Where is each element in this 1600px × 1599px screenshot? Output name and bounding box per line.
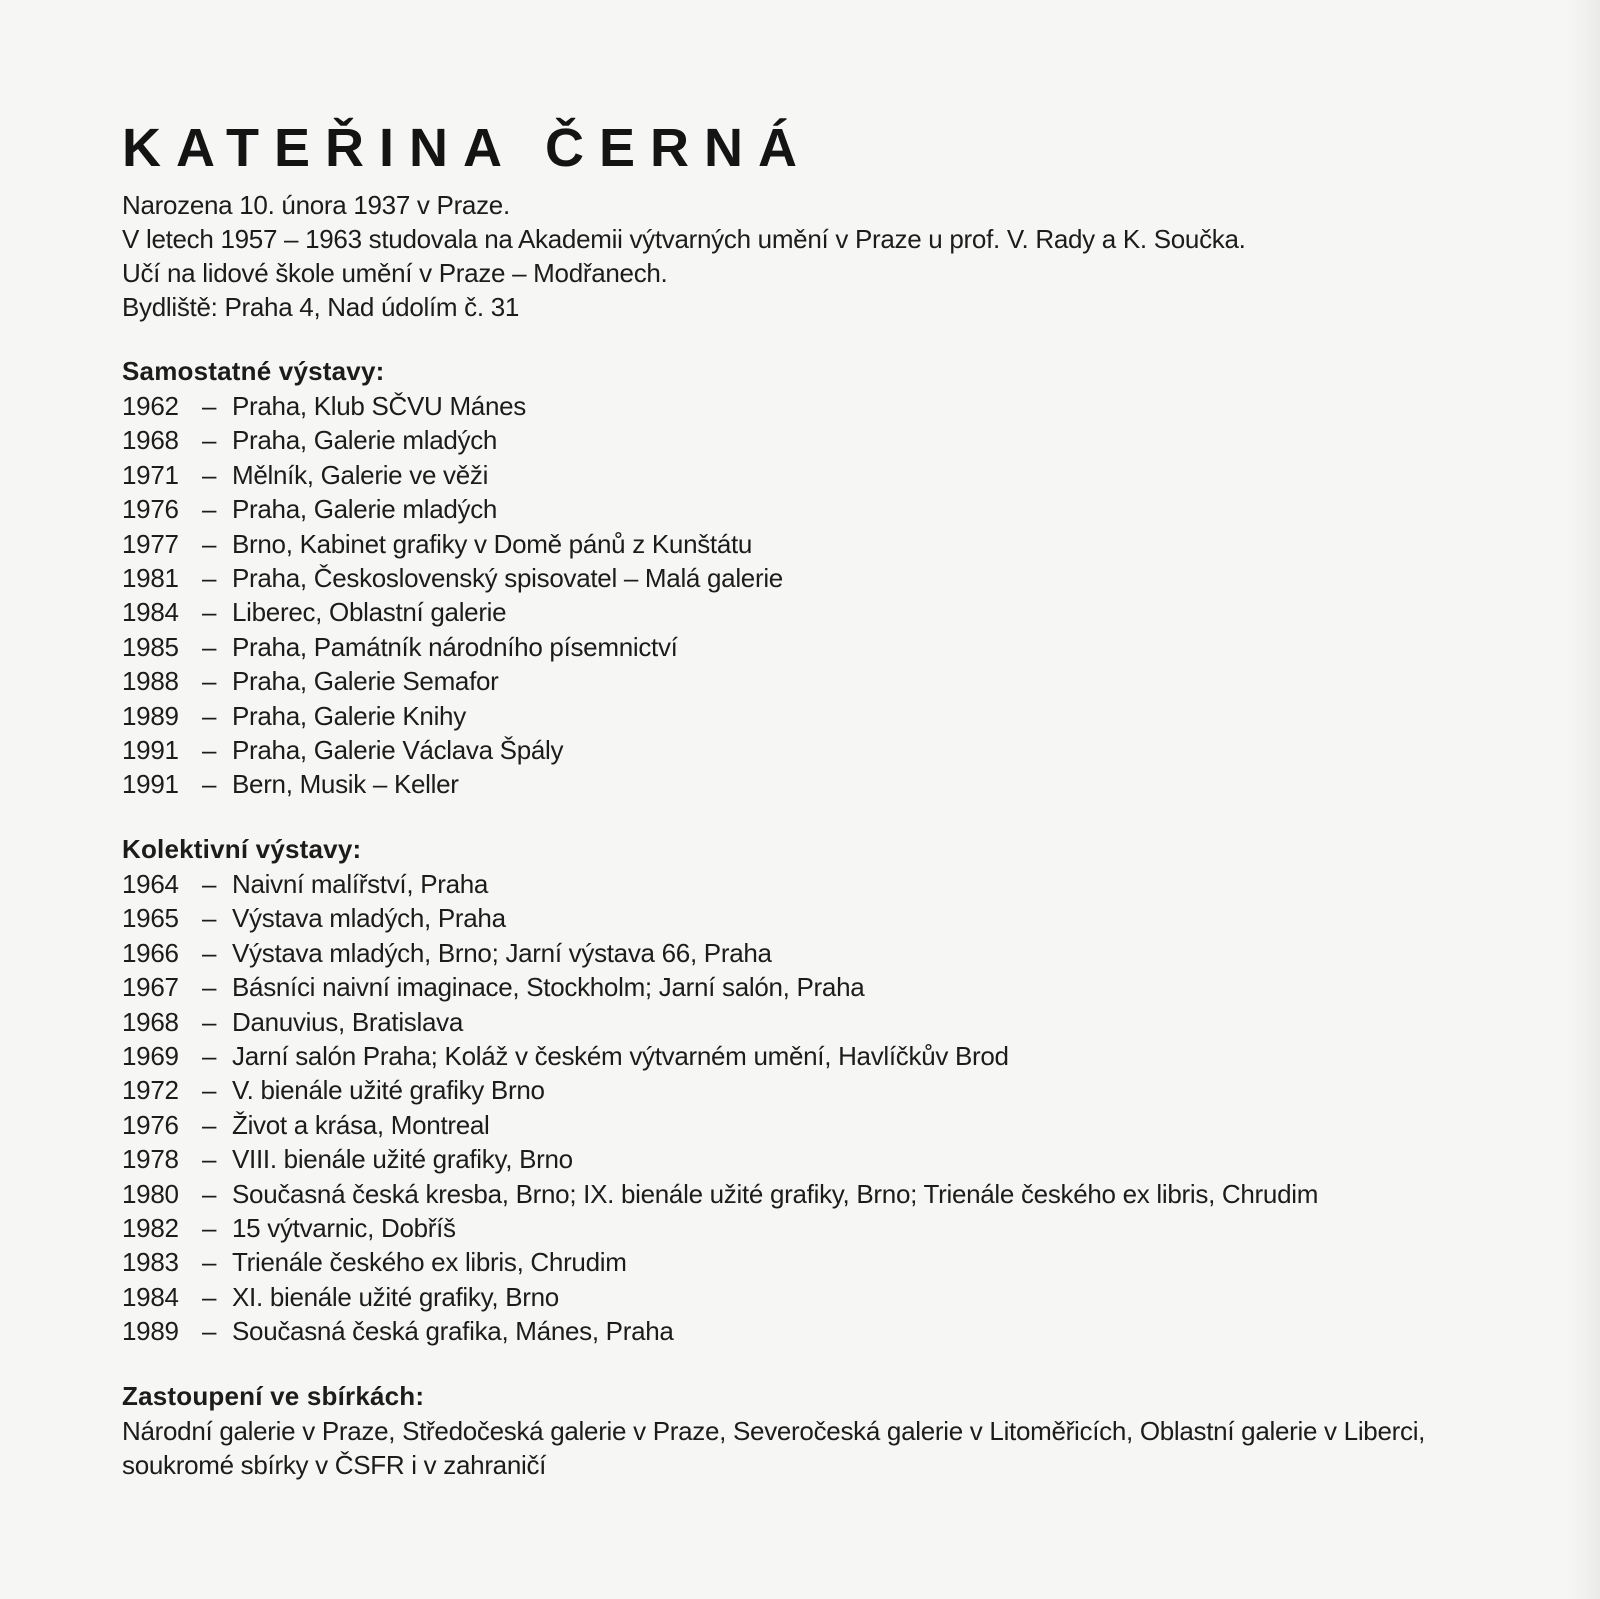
list-item [122, 901, 1502, 935]
exhibition-year: 1964 [122, 868, 179, 899]
education-line: V letech 1957 – 1963 studovala na Akademii výtvarných umění v Praze u prof. V. Rady a K. Součka. [122, 224, 1246, 254]
list-item [122, 1039, 1502, 1073]
dash-separator: – [202, 937, 217, 968]
dash-separator: – [202, 631, 217, 662]
exhibition-title: Výstava mladých, Brno; Jarní výstava 66, Praha [232, 937, 772, 968]
exhibition-year: 1976 [122, 1109, 179, 1140]
dash-separator: – [202, 735, 217, 766]
exhibition-venue: Praha, Galerie Semafor [232, 666, 499, 697]
exhibition-title: Naivní malířství, Praha [232, 868, 489, 899]
dash-separator: – [202, 563, 217, 594]
exhibition-year: 1968 [122, 425, 179, 456]
exhibition-year: 1989 [122, 700, 179, 731]
exhibition-title: Výstava mladých, Praha [232, 903, 506, 934]
exhibition-title: Jarní salón Praha; Koláž v českém výtvarném umění, Havlíčkův Brod [232, 1040, 1009, 1071]
exhibition-year: 1984 [122, 1281, 179, 1312]
exhibition-year: 1962 [122, 391, 179, 421]
list-item [122, 733, 1502, 767]
exhibition-venue: Praha, Československý spisovatel – Malá galerie [232, 563, 783, 594]
dash-separator: – [202, 1247, 217, 1278]
collections-heading: Zastoupení ve sbírkách: [122, 1380, 425, 1411]
list-item [122, 664, 1502, 698]
dash-separator: – [202, 494, 217, 525]
solo-exhibitions-heading: Samostatné výstavy: [122, 356, 385, 386]
exhibition-year: 1966 [122, 937, 179, 968]
list-item [122, 1142, 1502, 1176]
exhibition-title: Život a krása, Montreal [232, 1109, 490, 1140]
list-item [122, 867, 1502, 901]
group-exhibitions-section [122, 831, 1502, 1349]
exhibition-year: 1980 [122, 1178, 179, 1209]
exhibition-venue: Brno, Kabinet grafiky v Domě pánů z Kunštátu [232, 528, 753, 559]
list-item [122, 630, 1502, 664]
exhibition-venue: Praha, Galerie mladých [232, 425, 498, 456]
dash-separator: – [202, 391, 217, 421]
list-item [122, 595, 1502, 629]
exhibition-venue: Praha, Galerie mladých [232, 494, 498, 525]
exhibition-year: 1978 [122, 1144, 179, 1175]
list-item [122, 1177, 1502, 1211]
exhibition-year: 1967 [122, 972, 179, 1003]
list-item [122, 1073, 1502, 1107]
dash-separator: – [202, 425, 217, 456]
dash-separator: – [202, 769, 217, 800]
collections-text: Národní galerie v Praze, Středočeská galerie v Praze, Severočeská galerie v Litoměřicích, Oblastní galerie v Liberci, soukromé sbírky v ČSFR i v zahraničí [122, 1415, 1426, 1480]
list-item [122, 970, 1502, 1004]
exhibition-title: Současná česká kresba, Brno; IX. bienále užité grafiky, Brno; Trienále českého ex libris, Chrudim [232, 1178, 1319, 1209]
exhibition-year: 1984 [122, 597, 179, 628]
list-item [122, 1211, 1502, 1245]
collections-section [122, 1378, 1502, 1482]
exhibition-venue: Praha, Památník národního písemnictví [232, 631, 678, 662]
list-item [122, 458, 1502, 492]
exhibition-year: 1969 [122, 1040, 179, 1071]
list-item [122, 699, 1502, 733]
list-item [122, 492, 1502, 526]
group-exhibitions-list [122, 867, 1502, 1349]
exhibition-year: 1971 [122, 459, 179, 490]
exhibition-year: 1976 [122, 494, 179, 525]
exhibition-year: 1968 [122, 1006, 179, 1037]
list-item [122, 389, 1502, 423]
biography-intro [122, 188, 1502, 324]
exhibition-year: 1985 [122, 631, 179, 662]
dash-separator: – [202, 1178, 217, 1209]
list-item [122, 1280, 1502, 1314]
exhibition-venue: Praha, Galerie Václava Špály [232, 735, 564, 766]
dash-separator: – [202, 1212, 217, 1243]
exhibition-title: VIII. bienále užité grafiky, Brno [232, 1144, 573, 1175]
exhibition-year: 1965 [122, 903, 179, 934]
exhibition-year: 1977 [122, 528, 179, 559]
dash-separator: – [202, 1316, 217, 1347]
dash-separator: – [202, 1281, 217, 1312]
exhibition-title: Současná česká grafika, Mánes, Praha [232, 1316, 674, 1347]
dash-separator: – [202, 903, 217, 934]
page-title: KATEŘINA ČERNÁ [122, 118, 812, 178]
list-item [122, 1245, 1502, 1279]
dash-separator: – [202, 868, 217, 899]
dash-separator: – [202, 666, 217, 697]
exhibition-year: 1981 [122, 563, 179, 594]
solo-exhibitions-section [122, 353, 1502, 802]
list-item [122, 1108, 1502, 1142]
exhibition-title: Trienále českého ex libris, Chrudim [232, 1247, 627, 1278]
dash-separator: – [202, 597, 217, 628]
exhibition-year: 1982 [122, 1212, 179, 1243]
list-item [122, 527, 1502, 561]
exhibition-venue: Bern, Musik – Keller [232, 769, 459, 800]
exhibition-year: 1972 [122, 1075, 179, 1106]
list-item [122, 1005, 1502, 1039]
list-item [122, 1314, 1502, 1348]
exhibition-year: 1991 [122, 735, 179, 766]
exhibition-venue: Liberec, Oblastní galerie [232, 597, 507, 628]
dash-separator: – [202, 459, 217, 490]
exhibition-title: V. bienále užité grafiky Brno [232, 1075, 545, 1106]
document-page [122, 110, 1502, 1482]
dash-separator: – [202, 972, 217, 1003]
page-edge-shadow [1564, 0, 1600, 1599]
solo-exhibitions-list [122, 389, 1502, 802]
list-item [122, 561, 1502, 595]
dash-separator: – [202, 1109, 217, 1140]
teaching-line: Učí na lidové škole umění v Praze – Modřanech. [122, 258, 668, 288]
exhibition-venue: Praha, Klub SČVU Mánes [232, 391, 526, 421]
dash-separator: – [202, 528, 217, 559]
exhibition-year: 1983 [122, 1247, 179, 1278]
group-exhibitions-heading: Kolektivní výstavy: [122, 833, 362, 864]
exhibition-title: 15 výtvarnic, Dobříš [232, 1212, 456, 1243]
exhibition-year: 1988 [122, 666, 179, 697]
exhibition-venue: Praha, Galerie Knihy [232, 700, 466, 731]
exhibition-title: Básníci naivní imaginace, Stockholm; Jarní salón, Praha [232, 972, 865, 1003]
residence-line: Bydliště: Praha 4, Nad údolím č. 31 [122, 292, 520, 322]
dash-separator: – [202, 700, 217, 731]
exhibition-title: XI. bienále užité grafiky, Brno [232, 1281, 559, 1312]
dash-separator: – [202, 1144, 217, 1175]
exhibition-year: 1991 [122, 769, 179, 800]
list-item [122, 423, 1502, 457]
list-item [122, 936, 1502, 970]
dash-separator: – [202, 1006, 217, 1037]
birth-line: Narozena 10. února 1937 v Praze. [122, 190, 510, 220]
dash-separator: – [202, 1040, 217, 1071]
dash-separator: – [202, 1075, 217, 1106]
exhibition-title: Danuvius, Bratislava [232, 1006, 463, 1037]
list-item [122, 767, 1502, 801]
exhibition-year: 1989 [122, 1316, 179, 1347]
exhibition-venue: Mělník, Galerie ve věži [232, 459, 489, 490]
